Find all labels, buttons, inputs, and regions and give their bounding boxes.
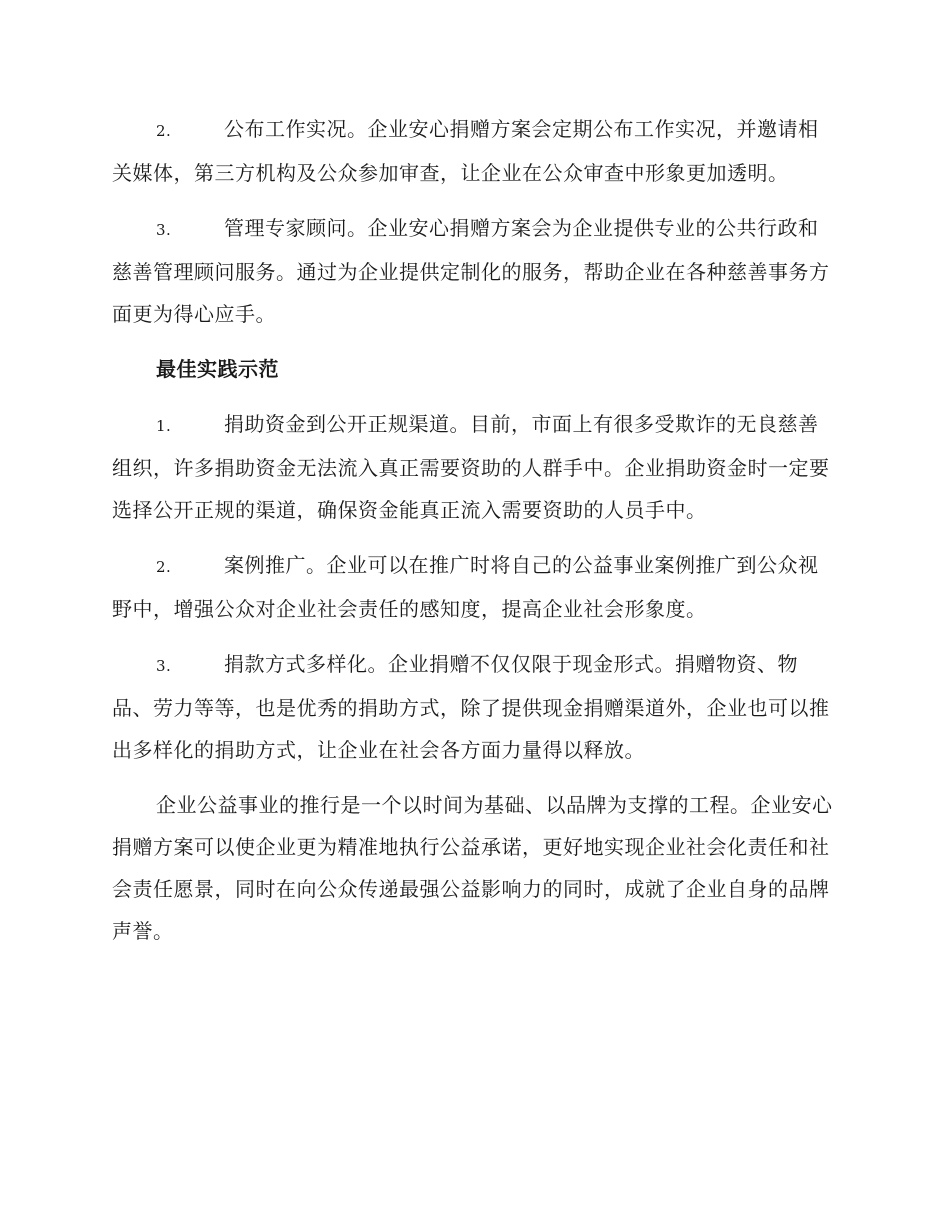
list-item-text: 公布工作实况。企业安心捐赠方案会定期公布工作实况，并邀请相关媒体，第三方机构及公众参加审查，让企业在公众审查中形象更加透明。 (112, 117, 819, 185)
list-item-number: 2. (156, 558, 172, 576)
list-item-text: 案例推广。企业可以在推广时将自己的公益事业案例推广到公众视野中，增强公众对企业社会责任的感知度，提高企业社会形象度。 (112, 553, 819, 621)
list-item-number: 1. (156, 417, 172, 435)
document-body (112, 108, 834, 952)
list-item (112, 643, 834, 771)
list-item-text: 捐助资金到公开正规渠道。目前，市面上有很多受欺诈的无良慈善组织，许多捐助资金无法流入真正需要资助的人群手中。企业捐助资金时一定要选择公开正规的渠道，确保资金能真正流入需要资助的人员手中。 (112, 412, 830, 522)
list-item-text: 捐款方式多样化。企业捐赠不仅仅限于现金形式。捐赠物资、物品、劳力等等，也是优秀的捐助方式，除了提供现金捐赠渠道外，企业也可以推出多样化的捐助方式，让企业在社会各方面力量得以释放。 (112, 652, 830, 762)
list-item (112, 544, 834, 630)
list-item (112, 108, 834, 194)
list-item-number: 3. (156, 657, 172, 675)
list-item-text: 管理专家顾问。企业安心捐赠方案会为企业提供专业的公共行政和慈善管理顾问服务。通过为企业提供定制化的服务，帮助企业在各种慈善事务方面更为得心应手。 (112, 216, 830, 326)
list-item-number: 2. (156, 122, 172, 140)
section-heading: 最佳实践示范 (156, 357, 279, 381)
list-item (112, 207, 834, 335)
conclusion-paragraph: 企业公益事业的推行是一个以时间为基础、以品牌为支撑的工程。企业安心捐赠方案可以使企业更为精准地执行公益承诺，更好地实现企业社会化责任和社会责任愿景，同时在向公众传递最强公益影响力的同时，成就了企业自身的品牌声誉。 (112, 793, 833, 943)
list-item (112, 403, 834, 531)
list-item-number: 3. (156, 221, 172, 239)
